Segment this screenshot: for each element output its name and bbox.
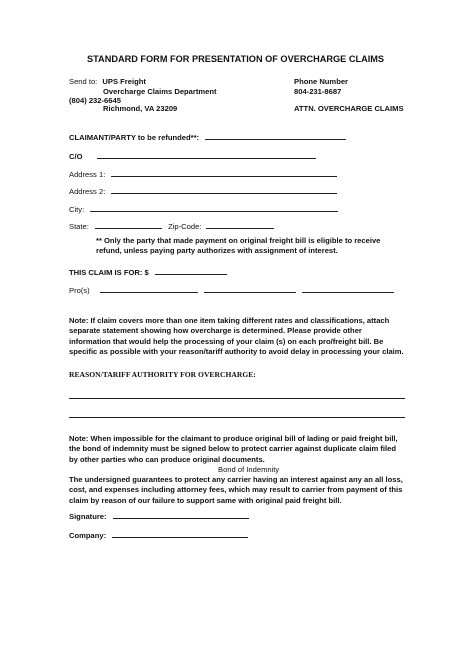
multi-item-note: Note: If claim covers more than one item taking different rates and classifications, attach separate statement showing how overcharge is determined. Please provide other information that would help the processing of your claim (s) on each pro/freight bill. Be specific as possible with your reason/tariff authority to avoid delay in processing your claim. — [69, 316, 404, 357]
city-input[interactable] — [90, 203, 338, 212]
co-field — [69, 150, 316, 161]
send-to-label: Send to: — [69, 77, 98, 86]
claimant-input[interactable] — [205, 131, 346, 140]
state-label: State: — [69, 222, 89, 231]
pros-label: Pro(s) — [69, 286, 90, 295]
claimant-label: CLAIMANT/PARTY to be refunded**: — [69, 133, 200, 142]
claim-amount-label: THIS CLAIM IS FOR: $ — [69, 268, 149, 277]
signature-input[interactable] — [113, 510, 249, 519]
claimant-field — [69, 131, 346, 142]
send-to-company: UPS Freight — [102, 77, 146, 86]
reason-heading: REASON/TARIFF AUTHORITY FOR OVERCHARGE: — [69, 370, 256, 379]
co-label: C/O — [69, 152, 83, 161]
address2-input[interactable] — [111, 185, 337, 194]
signature-label: Signature: — [69, 512, 107, 521]
state-zip-field — [69, 220, 274, 231]
bond-heading: Bond of Indemnity — [218, 465, 280, 474]
claim-amount-input[interactable] — [155, 266, 227, 275]
address2-label: Address 2: — [69, 187, 106, 196]
attn-label: ATTN. OVERCHARGE CLAIMS — [294, 104, 404, 113]
city-field — [69, 203, 338, 214]
company-label: Company: — [69, 531, 107, 540]
co-input[interactable] — [97, 150, 316, 159]
page-title: STANDARD FORM FOR PRESENTATION OF OVERCHARGE CLAIMS — [87, 54, 385, 64]
send-to-block — [69, 77, 146, 86]
eligibility-footnote: ** Only the party that made payment on original freight bill is eligible to receive refund, unless paying party authorizes with assignment of interest. — [96, 236, 381, 256]
pros-field — [69, 284, 394, 295]
company-input[interactable] — [112, 529, 248, 538]
reason-line-1[interactable] — [69, 398, 405, 399]
claim-amount-field — [69, 266, 227, 277]
address1-field — [69, 168, 337, 179]
bond-text: The undersigned guarantees to protect any carrier having an interest against any an all loss, cost, and expenses including attorney fees, which may result to carrier from payment of this claim by reason of our failure to support same with original paid freight bill. — [69, 475, 403, 505]
pro-input-2[interactable] — [204, 284, 296, 293]
address2-field — [69, 185, 337, 196]
company-field — [69, 529, 248, 540]
city-label: City: — [69, 205, 85, 214]
pro-input-1[interactable] — [100, 284, 198, 293]
phone-number: 804-231-8687 — [294, 87, 342, 96]
address1-input[interactable] — [111, 168, 337, 177]
send-to-phone: (804) 232-6645 — [69, 96, 121, 105]
address1-label: Address 1: — [69, 170, 106, 179]
signature-field — [69, 510, 249, 521]
send-to-department: Overcharge Claims Department — [103, 87, 217, 96]
phone-label: Phone Number — [294, 77, 349, 86]
state-input[interactable] — [95, 220, 162, 229]
bond-requirement-note: Note: When impossible for the claimant to produce original bill of lading or paid freight bill, the bond of indemnity must be signed below to protect carrier against duplicate claim filed by other parties who can produce original documents. — [69, 434, 398, 464]
zip-input[interactable] — [206, 220, 274, 229]
send-to-city: Richmond, VA 23209 — [103, 104, 178, 113]
reason-line-2[interactable] — [69, 417, 405, 418]
pro-input-3[interactable] — [302, 284, 394, 293]
zip-label: Zip-Code: — [168, 222, 202, 231]
